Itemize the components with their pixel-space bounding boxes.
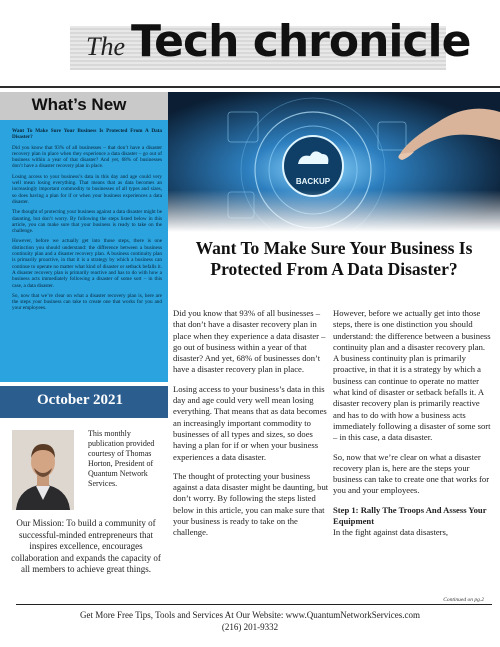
whats-new-paragraph: The thought of protecting your business against a data disaster might be daunting, but don’t worry. By following the steps listed below in this article, you can make sure that your business is ready to take on the challenge. [12,209,162,235]
whats-new-article-title: Want To Make Sure Your Business Is Protected From A Data Disaster? [12,128,162,141]
masthead [0,0,500,88]
step-heading: Step 1: Rally The Troops And Assess Your Equipment [333,504,487,527]
issue-month: October 2021 [37,392,123,408]
article-paragraph: The thought of protecting your business against a data disaster might be daunting, but don’t worry. By following the steps listed below in this article, you can make sure that your business is ready to take on the challenge. [173,470,329,538]
article-paragraph: However, before we actually get into those steps, there is one distinction you should understand: the difference between a business continuity plan and a disaster recovery plan. A business continuity plan is primarily proactive, in that it is a strategy by which a business can continue to operate no matter what kind of disaster or setback befalls it. A disaster recovery plan is primarily reactive and has to do with how a business acts immediately following a disaster of some sort – in this case, a data disaster. [333,308,491,443]
whats-new-paragraph: Losing access to your business’s data in this day and age could very well mean losing everything. That means that as data becomes an increasingly important commodity to businesses of all types and sizes, so does having a plan for if or when your business experiences a data disaster. [12,173,162,205]
masthead-title: Tech chronicle [131,16,471,67]
footer-divider [16,604,492,605]
footer-phone: (216) 201-9332 [221,622,279,632]
issue-month-banner [0,386,168,418]
cloud-backup-illustration [168,92,500,232]
whats-new-header [0,92,168,120]
masthead-the: The [86,32,125,61]
article-title: Want To Make Sure Your Business Is Protected From A Data Disaster? [195,238,473,279]
article-paragraph: Losing access to your business’s data in this day and age could very well mean losing everything. That means that as data becomes an increasingly important commodity to businesses of all types and sizes, so does having a plan for if or when your business experiences a data disaster. [173,383,327,462]
whats-new-title: What’s New [31,95,127,114]
article-column-2 [333,308,491,539]
masthead-divider [0,86,500,88]
whats-new-text [12,128,162,316]
whats-new-paragraph: Did you know that 93% of all businesses – that don’t have a disaster recovery plan in place when they experience a data disaster – go out of business within a year of that disaster? And yet, 68% of businesses don’t have a disaster recovery plan in place. [12,144,162,170]
hero-image [168,92,500,232]
footer-website-line: Get More Free Tips, Tools and Services At Our Website: www.QuantumNetworkServices.com [80,610,420,620]
sidebar [0,92,168,617]
author-photo [12,430,74,510]
whats-new-paragraph: However, before we actually get into those steps, there is one distinction you should understand: the difference between a business continuity plan and a disaster recovery plan. A business continuity plan is primarily proactive, in that it is a strategy by which a business can continue to operate no matter what kind of disaster or setback befalls it. A disaster recovery plan is primarily reactive and has to do with how a business acts immediately following a disaster of some sort – in this case, a data disaster. [12,238,162,289]
whats-new-panel [0,120,168,382]
article-paragraph: So, now that we’re clear on what a disaster recovery plan is, here are the steps your business can take to create one that works for you and your employees. [333,451,490,496]
article-paragraph: Did you know that 93% of all businesses – that don’t have a disaster recovery plan in place when they experience a data disaster – go out of business within a year of that disaster? And yet, 68% of businesses don’t have a disaster recovery plan in place. [173,308,326,375]
step-text: In the fight against data disasters, [333,527,449,538]
whats-new-paragraph: So, now that we’re clear on what a disaster recovery plan is, here are the steps your business can take to create one that works for you and your employees. [12,292,162,312]
person-portrait-icon [12,430,74,510]
mission-statement: Our Mission: To build a community of successful-minded entrepreneurs that inspires excellence, encourages collaboration and expands the capacity of all members to achieve great things. [11,518,161,574]
continued-note: Continued on pg.2 [443,597,484,603]
footer [0,609,500,633]
article-column-1 [173,308,331,547]
author-bio: This monthly publication provided courtesy of Thomas Horton, President of Quantum Network Services. [88,429,155,488]
